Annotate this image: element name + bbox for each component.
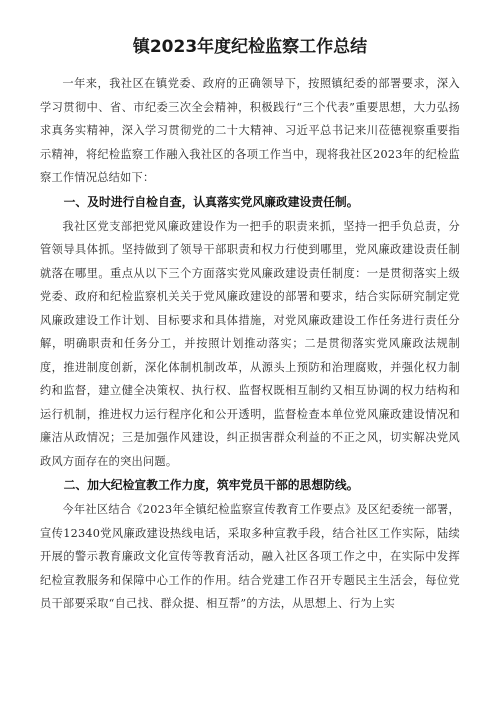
section-2-paragraph: 今年社区结合《2023年全镇纪检监察宣传教育工作要点》及区纪委统一部署，宣传12340党风廉政建设热线电话，采取多种宣教手段，结合社区工作实际，陆续开展的警示教育廉政文化宣传等教育活动，融入社区各项工作之中，在实际中发挥纪检宣教服务和保障中心工作的作用。结合党建工作召开专题民主生活会，每位党员干部要采取“自己找、群众提、相互帮”的方法，从思想上、行为上实: [40, 503, 460, 610]
section-heading-2: 二、加大纪检宣教工作力度，筑牢党员干部的思想防线。: [63, 478, 359, 492]
section-1-paragraph: 我社区党支部把党风廉政建设作为一把手的职责来抓，坚持一把手负总责，分管领导具体抓。坚持做到了领导干部职责和权力行使到哪里，党风廉政建设责任制就落在哪里。重点从以下三个方面落实党风廉政建设责任制度：一是贯彻落实上级党委、政府和纪检监察机关关于党风廉政建设的部署和要求，结合实际研究制定党风廉政建设工作计划、目标要求和具体措施，对党风廉政建设工作任务进行责任分解，明确职责和任务分工，并按照计划推动落实；二是贯彻落实党风廉政法规制度，推进制度创新，深化体制机制改革，从源头上预防和治理腐败，并强化权力制约和监督，建立健全决策权、执行权、监督权既相互制约又相互协调的权力结构和运行机制，推进权力运行程序化和公开透明，监督检查本单位党风廉政建设情况和廉洁从政情况；三是加强作风建设，纠正损害群众利益的不正之风，切实解决党风政风方面存在的突出问题。: [40, 219, 460, 468]
intro-paragraph: 一年来，我社区在镇党委、政府的正确领导下，按照镇纪委的部署要求，深入学习贯彻中、省、市纪委三次全会精神，积极践行“三个代表”重要思想，大力弘扬求真务实精神，深入学习贯彻党的二十大精神、习近平总书记来川莅德视察重要指示精神，将纪检监察工作融入我社区的各项工作当中，现将我社区2023年的纪检监察工作情况总结如下：: [40, 77, 460, 184]
document-title: 镇2023年度纪检监察工作总结: [132, 37, 368, 57]
section-heading-1: 一、及时进行自检自查，认真落实党风廉政建设责任制。: [63, 194, 359, 209]
